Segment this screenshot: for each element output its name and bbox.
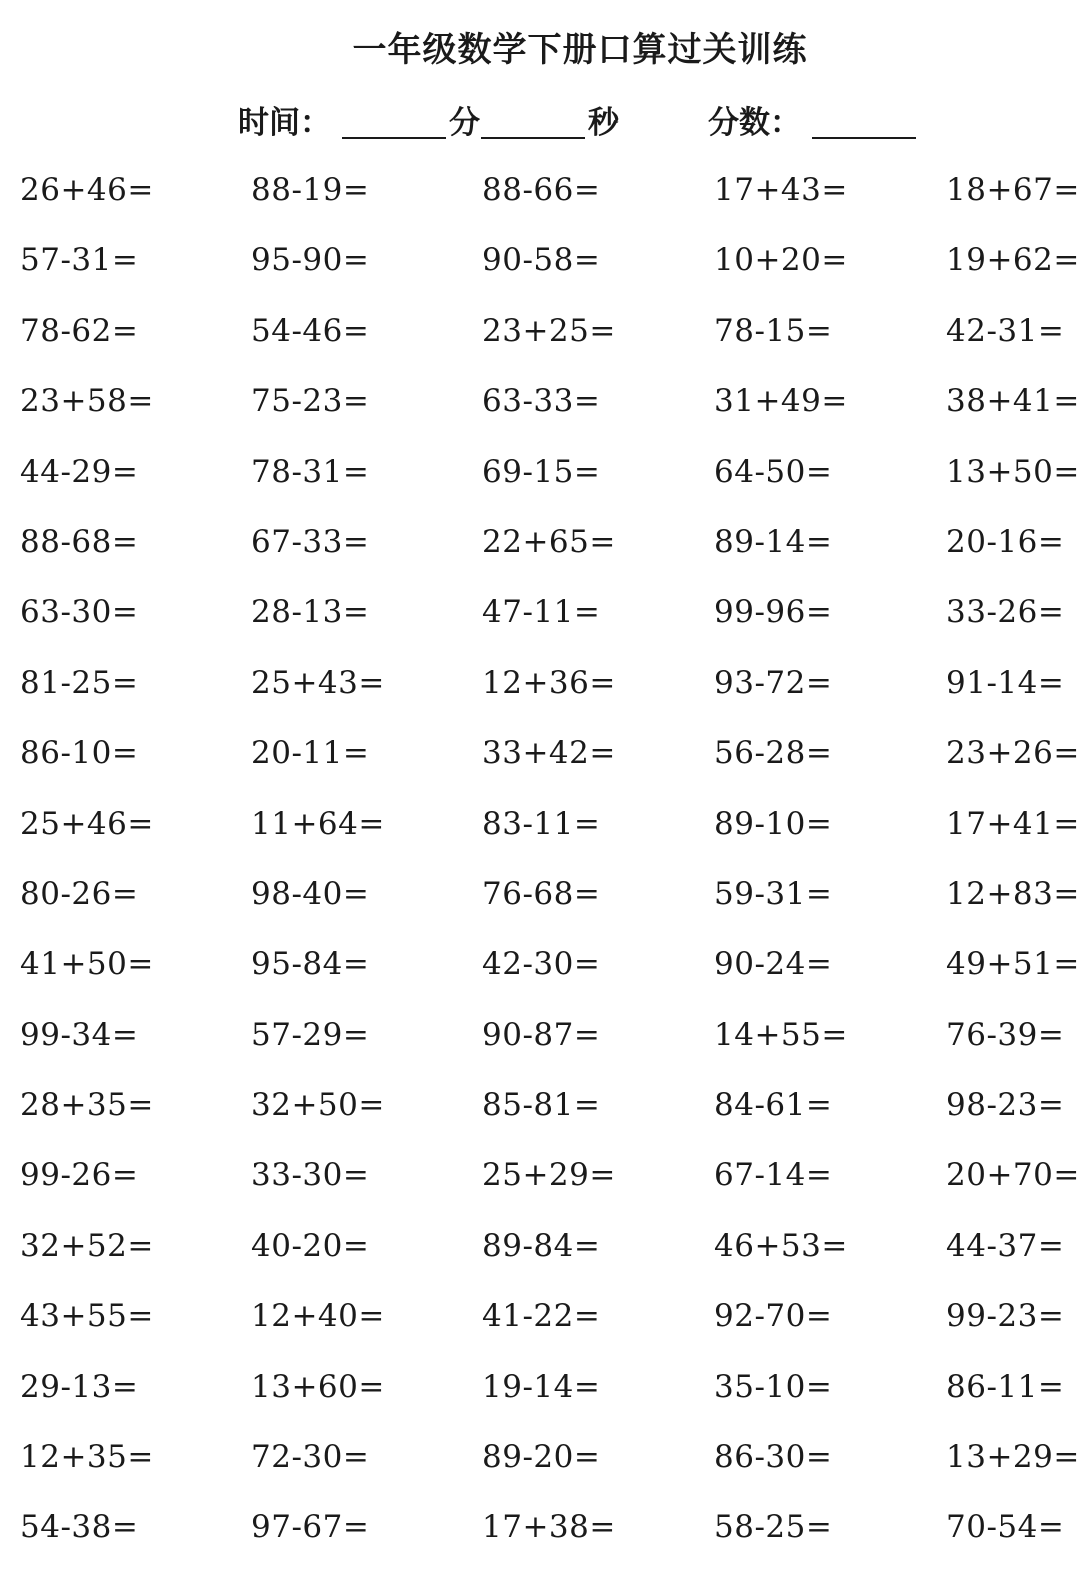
arithmetic-problem: 46+53= — [714, 1227, 848, 1264]
arithmetic-problem: 13+29= — [946, 1439, 1080, 1476]
arithmetic-problem: 64-50= — [714, 453, 833, 490]
minute-label: 分 — [449, 105, 480, 141]
arithmetic-problem: 12+83= — [946, 875, 1080, 912]
arithmetic-problem: 40-20= — [251, 1227, 370, 1264]
arithmetic-problem: 97-67= — [251, 1509, 370, 1546]
arithmetic-problem: 19-14= — [482, 1368, 601, 1405]
problem-row — [0, 1352, 1080, 1422]
arithmetic-problem: 41+50= — [20, 946, 154, 983]
arithmetic-problem: 67-33= — [251, 523, 370, 560]
arithmetic-problem: 38+41= — [946, 383, 1080, 420]
problem-row — [0, 577, 1080, 647]
arithmetic-problem: 23+26= — [946, 735, 1080, 772]
arithmetic-problem: 88-66= — [482, 172, 601, 208]
problem-row — [0, 929, 1080, 999]
arithmetic-problem: 56-28= — [714, 735, 833, 772]
arithmetic-problem: 44-37= — [946, 1227, 1065, 1264]
arithmetic-problem: 49+51= — [946, 946, 1080, 983]
arithmetic-problem: 12+40= — [251, 1298, 385, 1335]
arithmetic-problem: 41-22= — [482, 1298, 601, 1335]
arithmetic-problem: 26+46= — [20, 172, 154, 208]
arithmetic-problem: 67-14= — [714, 1157, 833, 1194]
arithmetic-problem: 81-25= — [20, 664, 139, 701]
problem-row — [0, 859, 1080, 929]
arithmetic-problem: 25+43= — [251, 664, 385, 701]
problem-row — [0, 1492, 1080, 1562]
arithmetic-problem: 54-46= — [251, 312, 370, 349]
arithmetic-problem: 25+29= — [482, 1157, 616, 1194]
arithmetic-problem: 14+55= — [714, 1016, 848, 1053]
arithmetic-problem: 86-10= — [20, 735, 139, 772]
arithmetic-problem: 88-19= — [251, 172, 370, 208]
arithmetic-problem: 22+65= — [482, 523, 616, 560]
arithmetic-problem: 99-34= — [20, 1016, 139, 1053]
arithmetic-problem: 12+36= — [482, 664, 616, 701]
arithmetic-problem: 69-15= — [482, 453, 601, 490]
arithmetic-problem: 89-10= — [714, 805, 833, 842]
arithmetic-problem: 19+62= — [946, 242, 1080, 279]
arithmetic-problem: 80-26= — [20, 875, 139, 912]
arithmetic-problem: 23+58= — [20, 383, 154, 420]
arithmetic-problem: 20-16= — [946, 523, 1065, 560]
arithmetic-problem: 58-25= — [714, 1509, 833, 1546]
arithmetic-problem: 75-23= — [251, 383, 370, 420]
arithmetic-problem: 54-38= — [20, 1509, 139, 1546]
arithmetic-problem: 72-30= — [251, 1439, 370, 1476]
arithmetic-problem: 76-68= — [482, 875, 601, 912]
arithmetic-problem: 33-26= — [946, 594, 1065, 631]
arithmetic-problem: 63-33= — [482, 383, 601, 420]
arithmetic-problem: 31+49= — [714, 383, 848, 420]
arithmetic-problem: 85-81= — [482, 1087, 601, 1124]
arithmetic-problem: 91-14= — [946, 664, 1065, 701]
arithmetic-problem: 76-39= — [946, 1016, 1065, 1053]
problem-row — [0, 296, 1080, 366]
problem-grid — [0, 155, 1080, 1563]
arithmetic-problem: 28-13= — [251, 594, 370, 631]
arithmetic-problem: 20+70= — [946, 1157, 1080, 1194]
arithmetic-problem: 89-14= — [714, 523, 833, 560]
problem-row — [0, 155, 1080, 225]
arithmetic-problem: 11+64= — [251, 805, 385, 842]
problem-row — [0, 718, 1080, 788]
arithmetic-problem: 99-26= — [20, 1157, 139, 1194]
arithmetic-problem: 32+52= — [20, 1227, 154, 1264]
arithmetic-problem: 90-87= — [482, 1016, 601, 1053]
seconds-blank[interactable] — [481, 137, 585, 139]
arithmetic-problem: 17+41= — [946, 805, 1080, 842]
arithmetic-problem: 78-62= — [20, 312, 139, 349]
arithmetic-problem: 98-23= — [946, 1087, 1065, 1124]
arithmetic-problem: 33-30= — [251, 1157, 370, 1194]
arithmetic-problem: 20-11= — [251, 735, 370, 772]
problem-row — [0, 1211, 1080, 1281]
arithmetic-problem: 25+46= — [20, 805, 154, 842]
problem-row — [0, 1140, 1080, 1210]
arithmetic-problem: 42-30= — [482, 946, 601, 983]
arithmetic-problem: 47-11= — [482, 594, 601, 631]
arithmetic-problem: 33+42= — [482, 735, 616, 772]
arithmetic-problem: 42-31= — [946, 312, 1065, 349]
arithmetic-problem: 99-96= — [714, 594, 833, 631]
problem-row — [0, 507, 1080, 577]
arithmetic-problem: 63-30= — [20, 594, 139, 631]
arithmetic-problem: 29-13= — [20, 1368, 139, 1405]
second-label: 秒 — [588, 105, 619, 141]
problem-row — [0, 437, 1080, 507]
arithmetic-problem: 78-31= — [251, 453, 370, 490]
arithmetic-problem: 17+38= — [482, 1509, 616, 1546]
problem-row — [0, 789, 1080, 859]
arithmetic-problem: 59-31= — [714, 875, 833, 912]
arithmetic-problem: 12+35= — [20, 1439, 154, 1476]
problem-row — [0, 1000, 1080, 1070]
arithmetic-problem: 89-20= — [482, 1439, 601, 1476]
arithmetic-problem: 13+50= — [946, 453, 1080, 490]
arithmetic-problem: 17+43= — [714, 172, 848, 208]
problem-row — [0, 648, 1080, 718]
arithmetic-problem: 78-15= — [714, 312, 833, 349]
arithmetic-problem: 95-90= — [251, 242, 370, 279]
arithmetic-problem: 13+60= — [251, 1368, 385, 1405]
arithmetic-problem: 89-84= — [482, 1227, 601, 1264]
worksheet-title: 一年级数学下册口算过关训练 — [352, 30, 808, 70]
arithmetic-problem: 57-29= — [251, 1016, 370, 1053]
arithmetic-problem: 86-30= — [714, 1439, 833, 1476]
time-label: 时间： — [238, 105, 331, 141]
arithmetic-problem: 57-31= — [20, 242, 139, 279]
arithmetic-problem: 93-72= — [714, 664, 833, 701]
arithmetic-problem: 28+35= — [20, 1087, 154, 1124]
score-blank[interactable] — [812, 137, 916, 139]
arithmetic-problem: 35-10= — [714, 1368, 833, 1405]
arithmetic-problem: 43+55= — [20, 1298, 154, 1335]
score-label: 分数： — [708, 105, 801, 141]
problem-row — [0, 1070, 1080, 1140]
arithmetic-problem: 23+25= — [482, 312, 616, 349]
problem-row — [0, 1281, 1080, 1351]
problem-row — [0, 366, 1080, 436]
arithmetic-problem: 70-54= — [946, 1509, 1065, 1546]
arithmetic-problem: 92-70= — [714, 1298, 833, 1335]
arithmetic-problem: 84-61= — [714, 1087, 833, 1124]
arithmetic-problem: 90-24= — [714, 946, 833, 983]
problem-row — [0, 1422, 1080, 1492]
arithmetic-problem: 44-29= — [20, 453, 139, 490]
arithmetic-problem: 18+67= — [946, 172, 1080, 208]
arithmetic-problem: 88-68= — [20, 523, 139, 560]
arithmetic-problem: 90-58= — [482, 242, 601, 279]
minutes-blank[interactable] — [342, 137, 446, 139]
arithmetic-problem: 10+20= — [714, 242, 848, 279]
time-score-header — [0, 95, 1080, 151]
arithmetic-problem: 98-40= — [251, 875, 370, 912]
arithmetic-problem: 83-11= — [482, 805, 601, 842]
arithmetic-problem: 95-84= — [251, 946, 370, 983]
arithmetic-problem: 99-23= — [946, 1298, 1065, 1335]
arithmetic-problem: 86-11= — [946, 1368, 1065, 1405]
arithmetic-problem: 32+50= — [251, 1087, 385, 1124]
problem-row — [0, 225, 1080, 295]
